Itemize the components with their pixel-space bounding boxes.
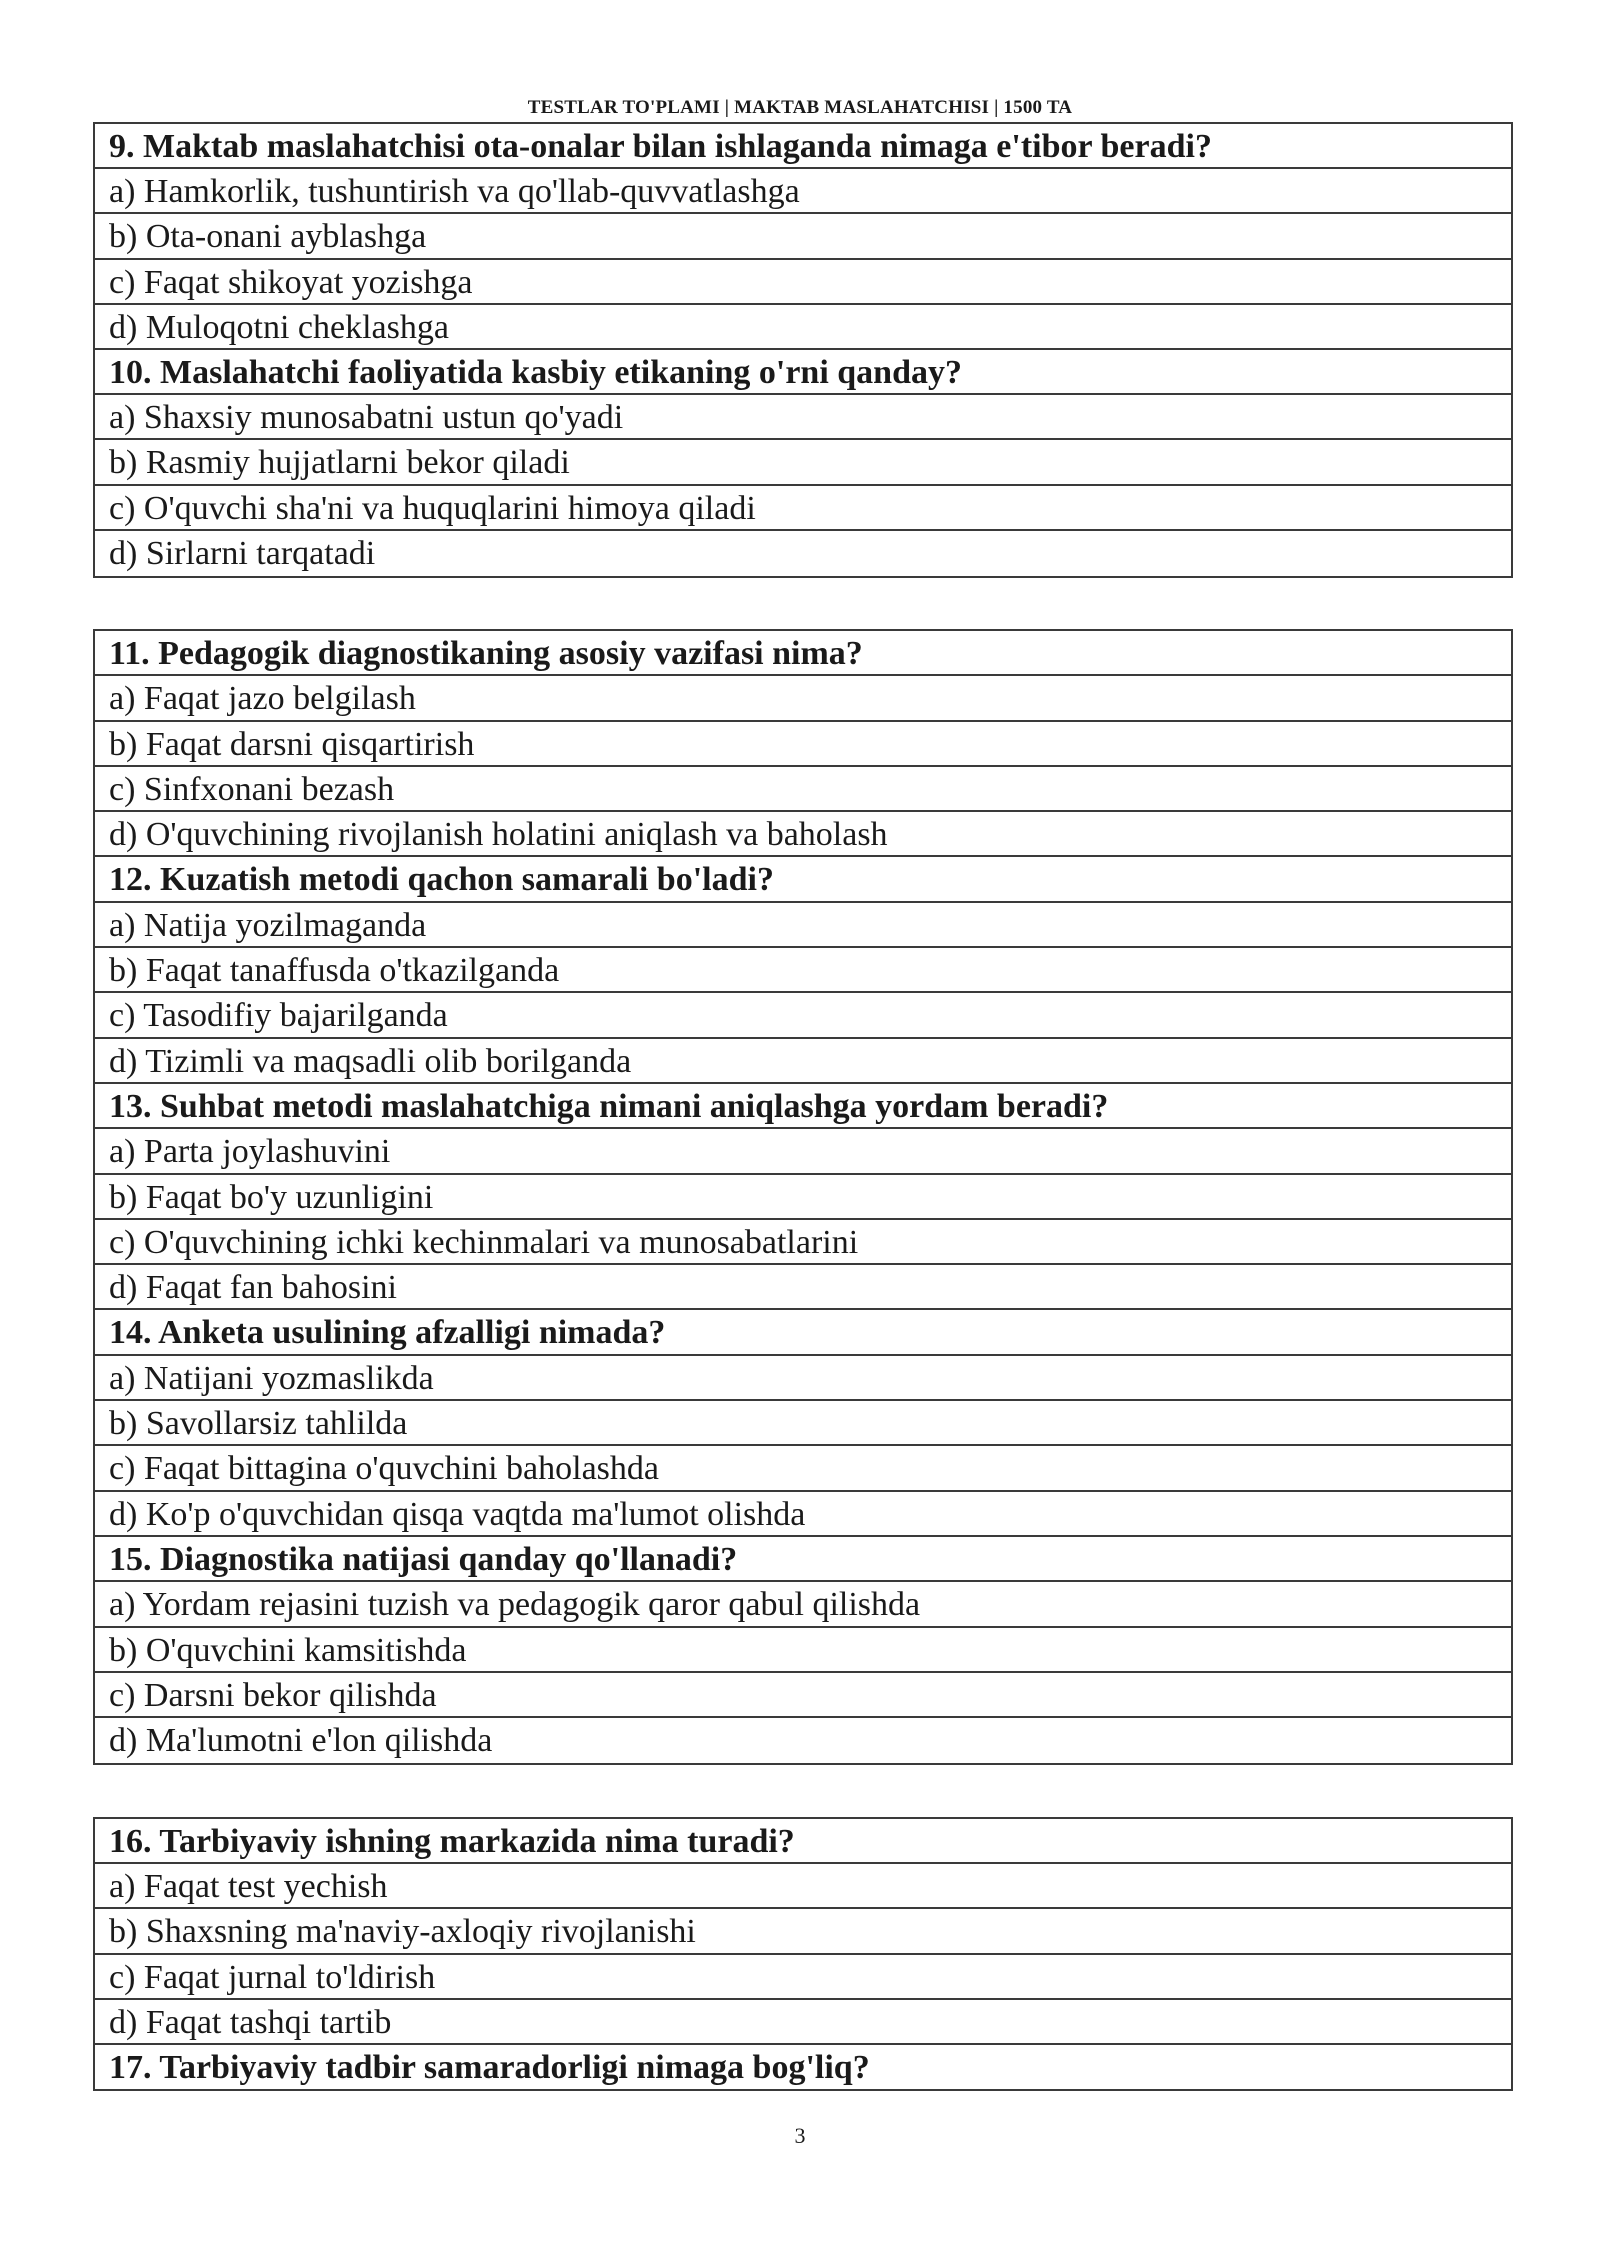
answer-option: b) Faqat tanaffusda o'tkazilganda	[95, 948, 1511, 993]
answer-option: c) Faqat bittagina o'quvchini baholashda	[95, 1446, 1511, 1491]
answer-option: b) Faqat bo'y uzunligini	[95, 1175, 1511, 1220]
question-text: 13. Suhbat metodi maslahatchiga nimani aniqlashga yordam beradi?	[95, 1084, 1511, 1129]
answer-option: b) Savollarsiz tahlilda	[95, 1401, 1511, 1446]
answer-option: c) Faqat jurnal to'ldirish	[95, 1955, 1511, 2000]
question-block-2	[93, 629, 1513, 1765]
question-text: 10. Maslahatchi faoliyatida kasbiy etikaning o'rni qanday?	[95, 350, 1511, 395]
answer-option: d) Sirlarni tarqatadi	[109, 534, 376, 572]
answer-option: b) Shaxsning ma'naviy-axloqiy rivojlanishi	[95, 1909, 1511, 1954]
question-block-3	[93, 1817, 1513, 2091]
answer-option: a) Natija yozilmaganda	[95, 903, 1511, 948]
answer-option: a) Faqat jazo belgilash	[95, 676, 1511, 721]
answer-option: a) Faqat test yechish	[95, 1864, 1511, 1909]
question-text: 15. Diagnostika natijasi qanday qo'llanadi?	[95, 1537, 1511, 1582]
answer-option: b) O'quvchini kamsitishda	[95, 1628, 1511, 1673]
answer-option: d) Ko'p o'quvchidan qisqa vaqtda ma'lumot olishda	[95, 1492, 1511, 1537]
answer-option: d) O'quvchining rivojlanish holatini aniqlash va baholash	[95, 812, 1511, 857]
answer-option: b) Rasmiy hujjatlarni bekor qiladi	[95, 440, 1511, 485]
answer-option: d) Muloqotni cheklashga	[95, 305, 1511, 350]
answer-option: d) Faqat tashqi tartib	[95, 2000, 1511, 2045]
answer-option: d) Tizimli va maqsadli olib borilganda	[95, 1039, 1511, 1084]
page-number: 3	[794, 2123, 806, 2148]
answer-option: b) Faqat darsni qisqartirish	[95, 722, 1511, 767]
question-text: 16. Tarbiyaviy ishning markazida nima turadi?	[95, 1819, 1511, 1864]
answer-option: a) Natijani yozmaslikda	[95, 1356, 1511, 1401]
answer-option: c) Sinfxonani bezash	[95, 767, 1511, 812]
question-block-1	[93, 122, 1513, 578]
answer-option: a) Yordam rejasini tuzish va pedagogik qaror qabul qilishda	[95, 1582, 1511, 1627]
answer-option: c) Darsni bekor qilishda	[95, 1673, 1511, 1718]
page-header: TESTLAR TO'PLAMI | MAKTAB MASLAHATCHISI | 1500 TA	[527, 97, 1073, 118]
answer-option: c) Faqat shikoyat yozishga	[95, 260, 1511, 305]
answer-option: a) Hamkorlik, tushuntirish va qo'llab-quvvatlashga	[95, 169, 1511, 214]
question-text: 12. Kuzatish metodi qachon samarali bo'ladi?	[95, 857, 1511, 902]
answer-option: a) Shaxsiy munosabatni ustun qo'yadi	[95, 395, 1511, 440]
question-text: 14. Anketa usulining afzalligi nimada?	[95, 1310, 1511, 1355]
question-text: 9. Maktab maslahatchisi ota-onalar bilan ishlaganda nimaga e'tibor beradi?	[95, 124, 1511, 169]
answer-option: d) Faqat fan bahosini	[95, 1265, 1511, 1310]
answer-option: b) Ota-onani ayblashga	[95, 214, 1511, 259]
answer-option: a) Parta joylashuvini	[95, 1129, 1511, 1174]
question-text: 11. Pedagogik diagnostikaning asosiy vazifasi nima?	[95, 631, 1511, 676]
question-text: 17. Tarbiyaviy tadbir samaradorligi nimaga bog'liq?	[109, 2048, 870, 2086]
answer-option: c) Tasodifiy bajarilganda	[95, 993, 1511, 1038]
answer-option: d) Ma'lumotni e'lon qilishda	[109, 1722, 493, 1760]
answer-option: c) O'quvchi sha'ni va huquqlarini himoya qiladi	[95, 486, 1511, 531]
answer-option: c) O'quvchining ichki kechinmalari va munosabatlarini	[95, 1220, 1511, 1265]
